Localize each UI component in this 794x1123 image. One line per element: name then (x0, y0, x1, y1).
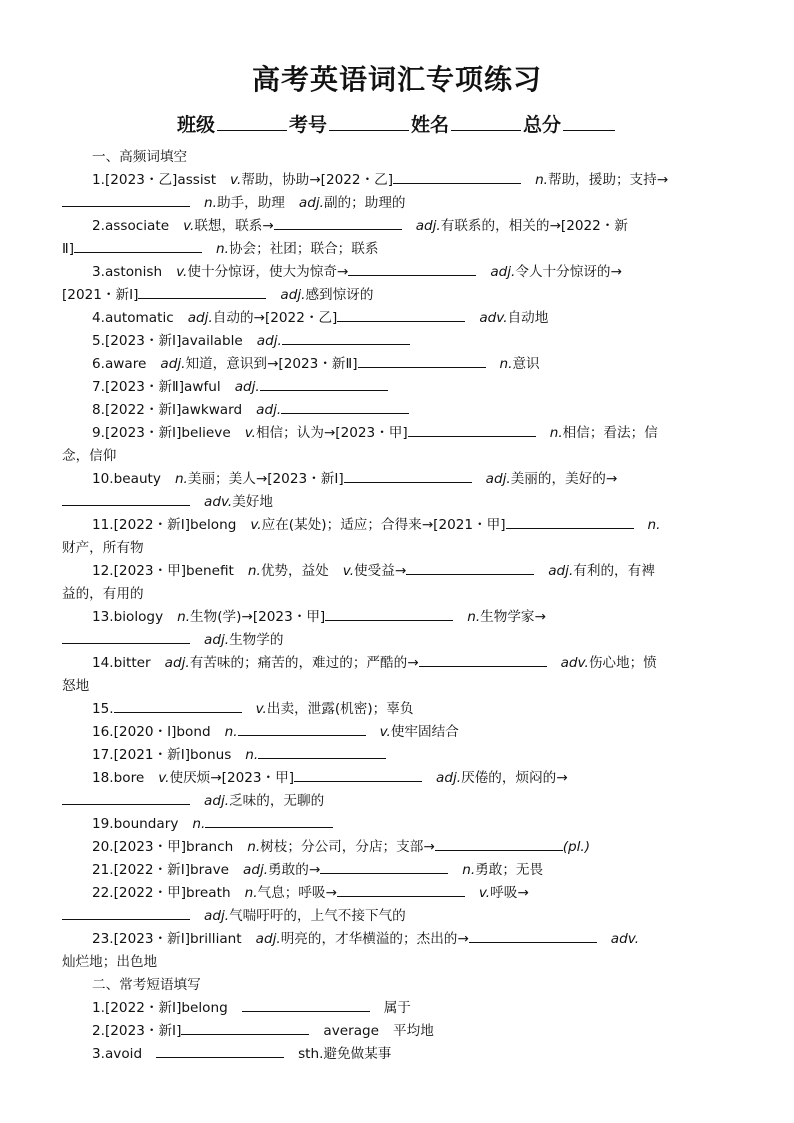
answer-blank[interactable] (62, 791, 190, 805)
student-info-line (0, 112, 794, 137)
answer-blank[interactable] (62, 193, 190, 207)
answer-blank[interactable] (138, 285, 266, 299)
exam-no-label: 考号 (288, 114, 327, 136)
list-item: 2.associate v.联想，联系→ adj.有联系的，相关的→[2022・新 (92, 218, 628, 234)
list-item: Ⅱ] n.协会；社团；联合；联系 (62, 241, 379, 257)
list-item: 益的，有用的 (62, 586, 144, 602)
section-heading: 二、常考短语填写 (92, 977, 201, 993)
list-item: adj.生物学的 (62, 629, 734, 652)
answer-blank[interactable] (62, 630, 190, 644)
answer-blank[interactable] (260, 377, 388, 391)
answer-blank[interactable] (435, 837, 563, 851)
list-item: 22.[2022・甲]breath n.气息；呼吸→ v.呼吸→ (92, 885, 529, 901)
list-item: 19.boundary n. (62, 813, 734, 836)
list-item: 16.[2020・Ⅰ]bond n. v.使牢固结合 (92, 724, 459, 740)
section-heading: 一、高频词填空 (92, 149, 188, 165)
answer-blank[interactable] (348, 262, 476, 276)
score-field[interactable] (563, 112, 615, 131)
list-item: 13.biology n.生物(学)→[2023・甲] n.生物学家→ (92, 609, 546, 625)
name-field[interactable] (451, 112, 521, 131)
list-item: [2021・新Ⅰ] adj.感到惊讶的 (62, 287, 374, 303)
list-item: 7.[2023・新Ⅱ]awful adj. (62, 376, 734, 399)
list-item: 15. v.出卖，泄露(机密)；辜负 (92, 701, 414, 717)
list-item: 11.[2022・新Ⅰ]belong v.应在(某处)；适应；合得来→[2021・甲] n. (92, 517, 661, 533)
name-label: 姓名 (411, 114, 450, 136)
answer-blank[interactable] (274, 216, 402, 230)
exercise-content (62, 146, 734, 1066)
list-item: 怒地 (62, 678, 90, 694)
answer-blank[interactable] (325, 607, 453, 621)
list-item: 8.[2022・新Ⅰ]awkward adj. (62, 399, 734, 422)
list-item: n.助手，助理 adj.副的；助理的 (62, 192, 734, 215)
list-item: adj.气喘吁吁的，上气不接下气的 (62, 905, 734, 928)
answer-blank[interactable] (205, 814, 333, 828)
list-item: 21.[2022・新Ⅰ]brave adj.勇敢的→ n.勇敢；无畏 (92, 862, 544, 878)
list-item: 6.aware adj.知道，意识到→[2023・新Ⅱ] n.意识 (92, 356, 540, 372)
answer-blank[interactable] (156, 1044, 284, 1058)
list-item: 灿烂地；出色地 (62, 954, 158, 970)
list-item: 3.avoid sth.避免做某事 (92, 1046, 392, 1062)
list-item: adv.美好地 (62, 491, 734, 514)
list-item: 3.astonish v.使十分惊讶，使大为惊奇→ adj.令人十分惊讶的→ (92, 264, 622, 280)
list-item: 20.[2023・甲]branch n.树枝；分公司，分店；支部→ (pl.) (92, 839, 591, 855)
answer-blank[interactable] (62, 906, 190, 920)
list-item: 2.[2023・新Ⅰ] average 平均地 (92, 1023, 434, 1039)
list-item: 14.bitter adj.有苦味的；痛苦的，难过的；严酷的→ adv.伤心地；愤 (92, 655, 657, 671)
answer-blank[interactable] (281, 400, 409, 414)
answer-blank[interactable] (320, 860, 448, 874)
page-title: 高考英语词汇专项练习 (251, 63, 542, 96)
list-item: 17.[2021・新Ⅰ]bonus n. (62, 744, 734, 767)
answer-blank[interactable] (74, 239, 202, 253)
list-item: 1.[2022・新Ⅰ]belong 属于 (92, 1000, 411, 1016)
answer-blank[interactable] (408, 423, 536, 437)
answer-blank[interactable] (344, 469, 472, 483)
score-label: 总分 (523, 114, 562, 136)
answer-blank[interactable] (294, 768, 422, 782)
exam-no-field[interactable] (329, 112, 409, 131)
answer-blank[interactable] (242, 998, 370, 1012)
list-item: 4.automatic adj.自动的→[2022・乙] adv.自动地 (92, 310, 549, 326)
answer-blank[interactable] (406, 561, 534, 575)
list-item: 9.[2023・新Ⅰ]believe v.相信；认为→[2023・甲] n.相信；看法；信 (92, 425, 658, 441)
answer-blank[interactable] (181, 1021, 309, 1035)
answer-blank[interactable] (238, 722, 366, 736)
list-item: 1.[2023・乙]assist v.帮助，协助→[2022・乙] n.帮助，援助；支持→ (92, 172, 669, 188)
answer-blank[interactable] (469, 929, 597, 943)
class-label: 班级 (176, 114, 215, 136)
answer-blank[interactable] (393, 170, 521, 184)
answer-blank[interactable] (506, 515, 634, 529)
answer-blank[interactable] (419, 653, 547, 667)
answer-blank[interactable] (62, 492, 190, 506)
answer-blank[interactable] (358, 354, 486, 368)
answer-blank[interactable] (282, 331, 410, 345)
list-item: 财产，所有物 (62, 540, 144, 556)
list-item: adj.乏味的，无聊的 (62, 790, 734, 813)
list-item: 念，信仰 (62, 448, 117, 464)
list-item: 23.[2023・新Ⅰ]brilliant adj.明亮的，才华横溢的；杰出的→ adv. (92, 931, 640, 947)
answer-blank[interactable] (337, 883, 465, 897)
answer-blank[interactable] (114, 699, 242, 713)
list-item: 18.bore v.使厌烦→[2023・甲] adj.厌倦的，烦闷的→ (92, 770, 568, 786)
answer-blank[interactable] (337, 308, 465, 322)
answer-blank[interactable] (258, 745, 386, 759)
class-field[interactable] (217, 112, 287, 131)
list-item: 5.[2023・新Ⅰ]available adj. (62, 330, 734, 353)
list-item: 10.beauty n.美丽；美人→[2023・新Ⅰ] adj.美丽的，美好的→ (92, 471, 618, 487)
list-item: 12.[2023・甲]benefit n.优势，益处 v.使受益→ adj.有利的，有裨 (92, 563, 655, 579)
